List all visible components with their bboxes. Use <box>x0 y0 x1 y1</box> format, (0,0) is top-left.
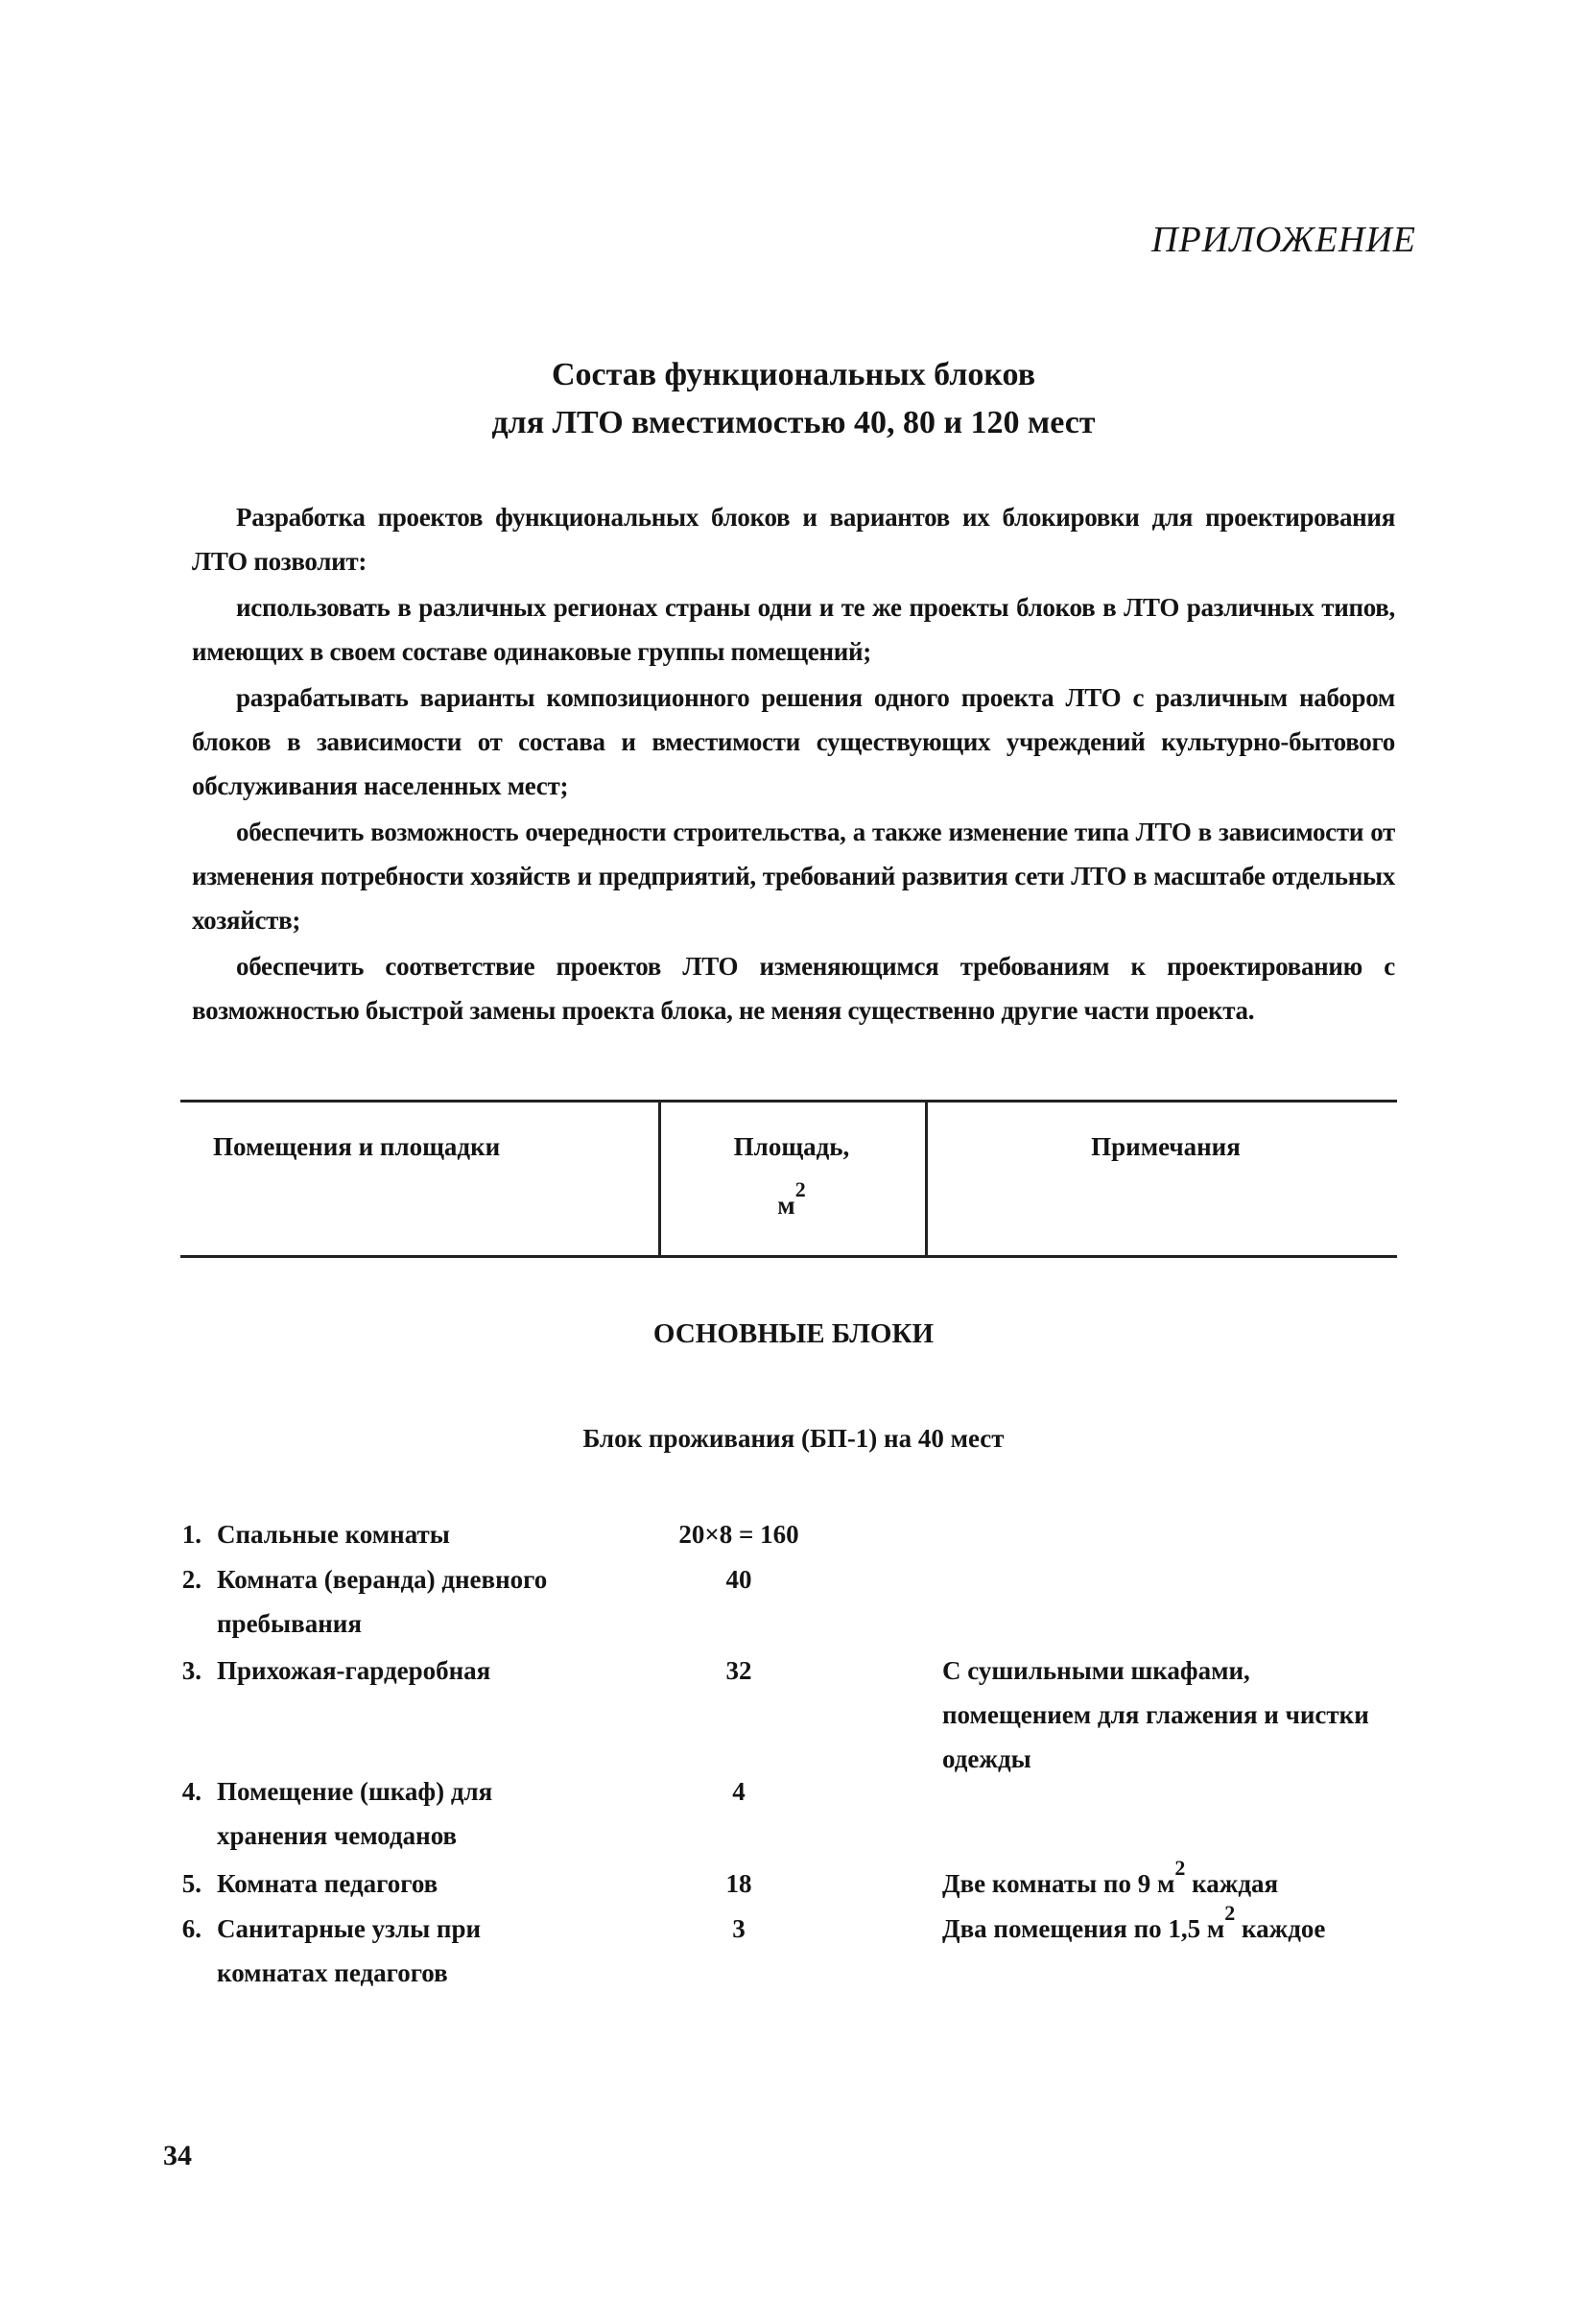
row-number: 4. <box>181 1777 201 1806</box>
intro-paragraph: Разработка проектов функциональных блоков и вариантов их блокировки для проектирования ЛТО позволит: <box>192 503 1395 576</box>
room-note: Две комнаты по 9 $м^2$ каждая <box>942 1856 1279 1898</box>
col-header-area: Площадь, <box>733 1132 850 1161</box>
room-area: 4 <box>732 1777 746 1806</box>
room-name: Прихожая-гардеробная <box>217 1656 491 1685</box>
room-name: Санитарные узлы при комнатах педагогов <box>217 1914 482 1987</box>
row-number: 2. <box>181 1565 201 1594</box>
row-number: 5. <box>181 1869 201 1898</box>
table-divider-2 <box>925 1102 928 1257</box>
room-note: Два помещения по 1,5 $м^2$ каждое <box>942 1901 1326 1943</box>
block-title: Блок проживания (БП-1) на 40 мест <box>582 1424 1005 1453</box>
row-number: 3. <box>181 1656 201 1685</box>
intro-paragraph: обеспечить возможность очередности строительства, а также изменение типа ЛТО в зависимости от изменения потребности хозяйств и предприятий, требований развития сети ЛТО в масштабе отдельных хозяйств; <box>192 818 1395 935</box>
room-note: С сушильными шкафами, помещением для глажения и чистки одежды <box>942 1656 1369 1773</box>
intro-text <box>192 495 1395 1034</box>
room-name: Спальные комнаты <box>217 1520 450 1549</box>
room-area: 3 <box>732 1914 746 1943</box>
room-area: 40 <box>725 1565 752 1594</box>
page-number: 34 <box>163 2140 192 2171</box>
row-number: 6. <box>181 1914 201 1943</box>
table-divider-1 <box>658 1102 661 1257</box>
room-area: 20×8 = 160 <box>678 1520 799 1549</box>
room-name: Комната педагогов <box>217 1869 438 1898</box>
intro-paragraph: использовать в различных регионах страны одни и те же проекты блоков в ЛТО различных типов, имеющих в своем составе одинаковые группы помещений; <box>192 593 1395 666</box>
intro-paragraph: обеспечить соответствие проектов ЛТО изменяющимся требованиям к проектированию с возможностью быстрой замены проекта блока, не меняя существенно другие части проекта. <box>192 952 1395 1025</box>
table-top-rule <box>180 1100 1397 1103</box>
room-area: 32 <box>725 1656 752 1685</box>
room-name: Помещение (шкаф) для хранения чемоданов <box>217 1777 493 1850</box>
room-area: 18 <box>725 1869 752 1898</box>
intro-paragraph: разрабатывать варианты композиционного решения одного проекта ЛТО с различным набором блоков в зависимости от состава и вместимости существующих учреждений культурно-бытового обслуживания населенных мест; <box>192 683 1395 800</box>
col-header-area-unit: $м^2$ <box>777 1177 806 1220</box>
title-line-2: для ЛТО вместимостью 40, 80 и 120 мест <box>491 405 1096 440</box>
col-header-rooms: Помещения и площадки <box>213 1132 501 1161</box>
row-number: 1. <box>181 1520 201 1549</box>
col-header-notes: Примечания <box>1091 1132 1241 1161</box>
title-line-1: Состав функциональных блоков <box>551 357 1036 392</box>
table-bottom-rule <box>180 1255 1397 1258</box>
room-name: Комната (веранда) дневного пребывания <box>217 1565 548 1638</box>
appendix-label: ПРИЛОЖЕНИЕ <box>1151 220 1416 260</box>
section-title: ОСНОВНЫЕ БЛОКИ <box>652 1318 935 1349</box>
